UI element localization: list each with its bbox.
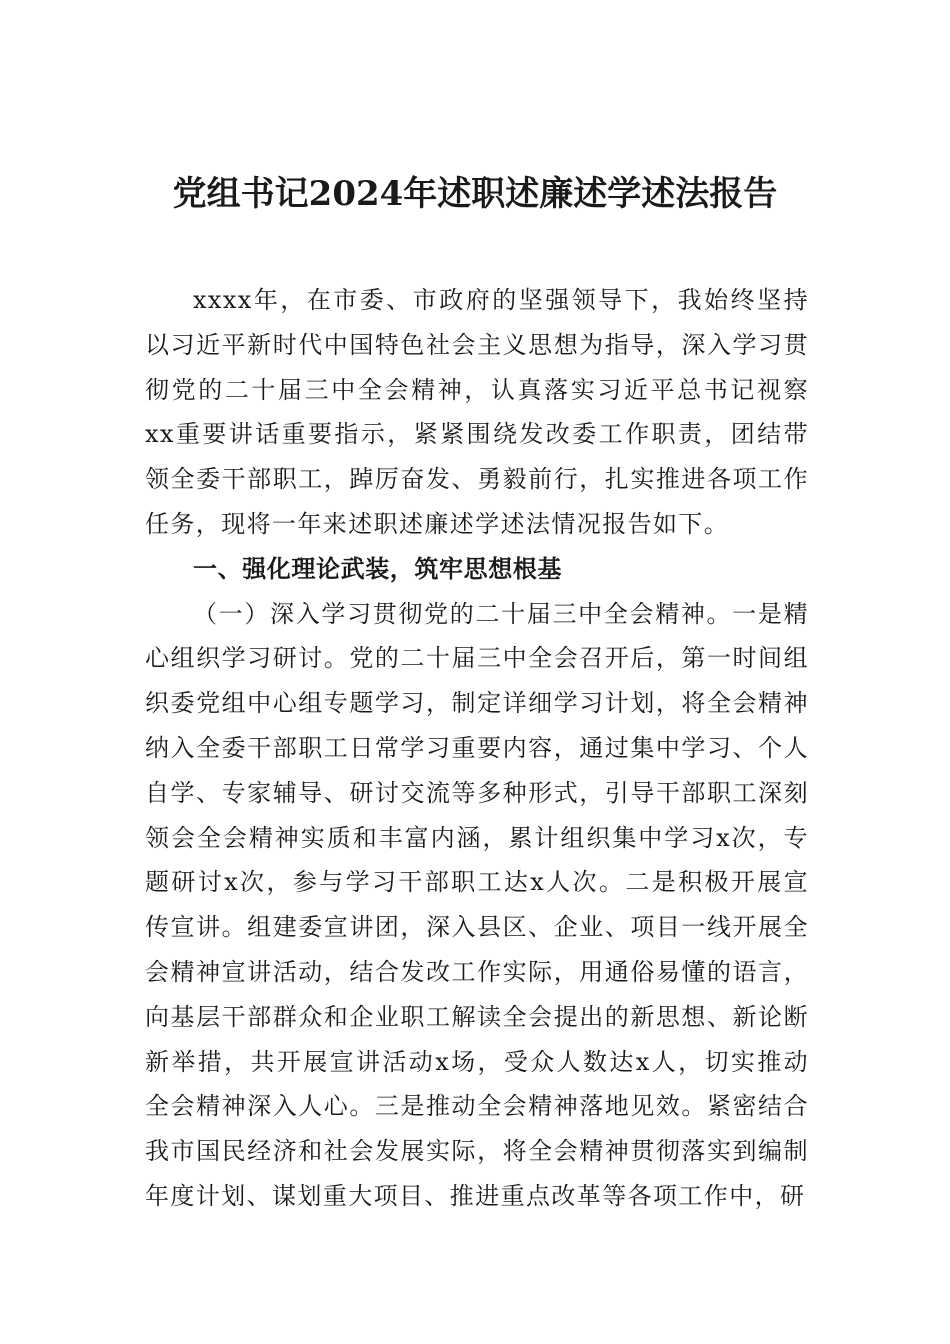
body-paragraph: （一）深入学习贯彻党的二十届三中全会精神。一是精心组织学习研讨。党的二十届三中全会召开后，第一时间组织委党组中心组专题学习，制定详细学习计划，将全会精神纳入全委干部职工日常学习重要内容，通过集中学习、个人自学、专家辅导、研讨交流等多种形式，引导干部职工深刻领会全会精神实质和丰富内涵，累计组织集中学习x次，专题研讨x次，参与学习干部职工达x人次。二是积极开展宣传宣讲。组建委宣讲团，深入县区、企业、项目一线开展全会精神宣讲活动，结合发改工作实际，用通俗易懂的语言，向基层干部群众和企业职工解读全会提出的新思想、新论断新举措，共开展宣讲活动x场，受众人数达x人，切实推动全会精神深入人心。三是推动全会精神落地见效。紧密结合我市国民经济和社会发展实际，将全会精神贯彻落实到编制年度计划、谋划重大项目、推进重点改革等各项工作中，研 [145,599,809,1210]
document-title: 党组书记2024年述职述廉述学述法报告 [172,174,778,214]
intro-paragraph: xxxx年，在市委、市政府的坚强领导下，我始终坚持以习近平新时代中国特色社会主义思想为指导，深入学习贯彻党的二十届三中全会精神，认真落实习近平总书记视察xx重要讲话重要指示，紧紧围绕发改委工作职责，团结带领全委干部职工，踔厉奋发、勇毅前行，扎实推进各项工作任务，现将一年来述职述廉述学述法情况报告如下。 [145,286,809,538]
document-body [145,278,809,1219]
section-heading: 一、强化理论武装，筑牢思想根基 [193,554,562,583]
